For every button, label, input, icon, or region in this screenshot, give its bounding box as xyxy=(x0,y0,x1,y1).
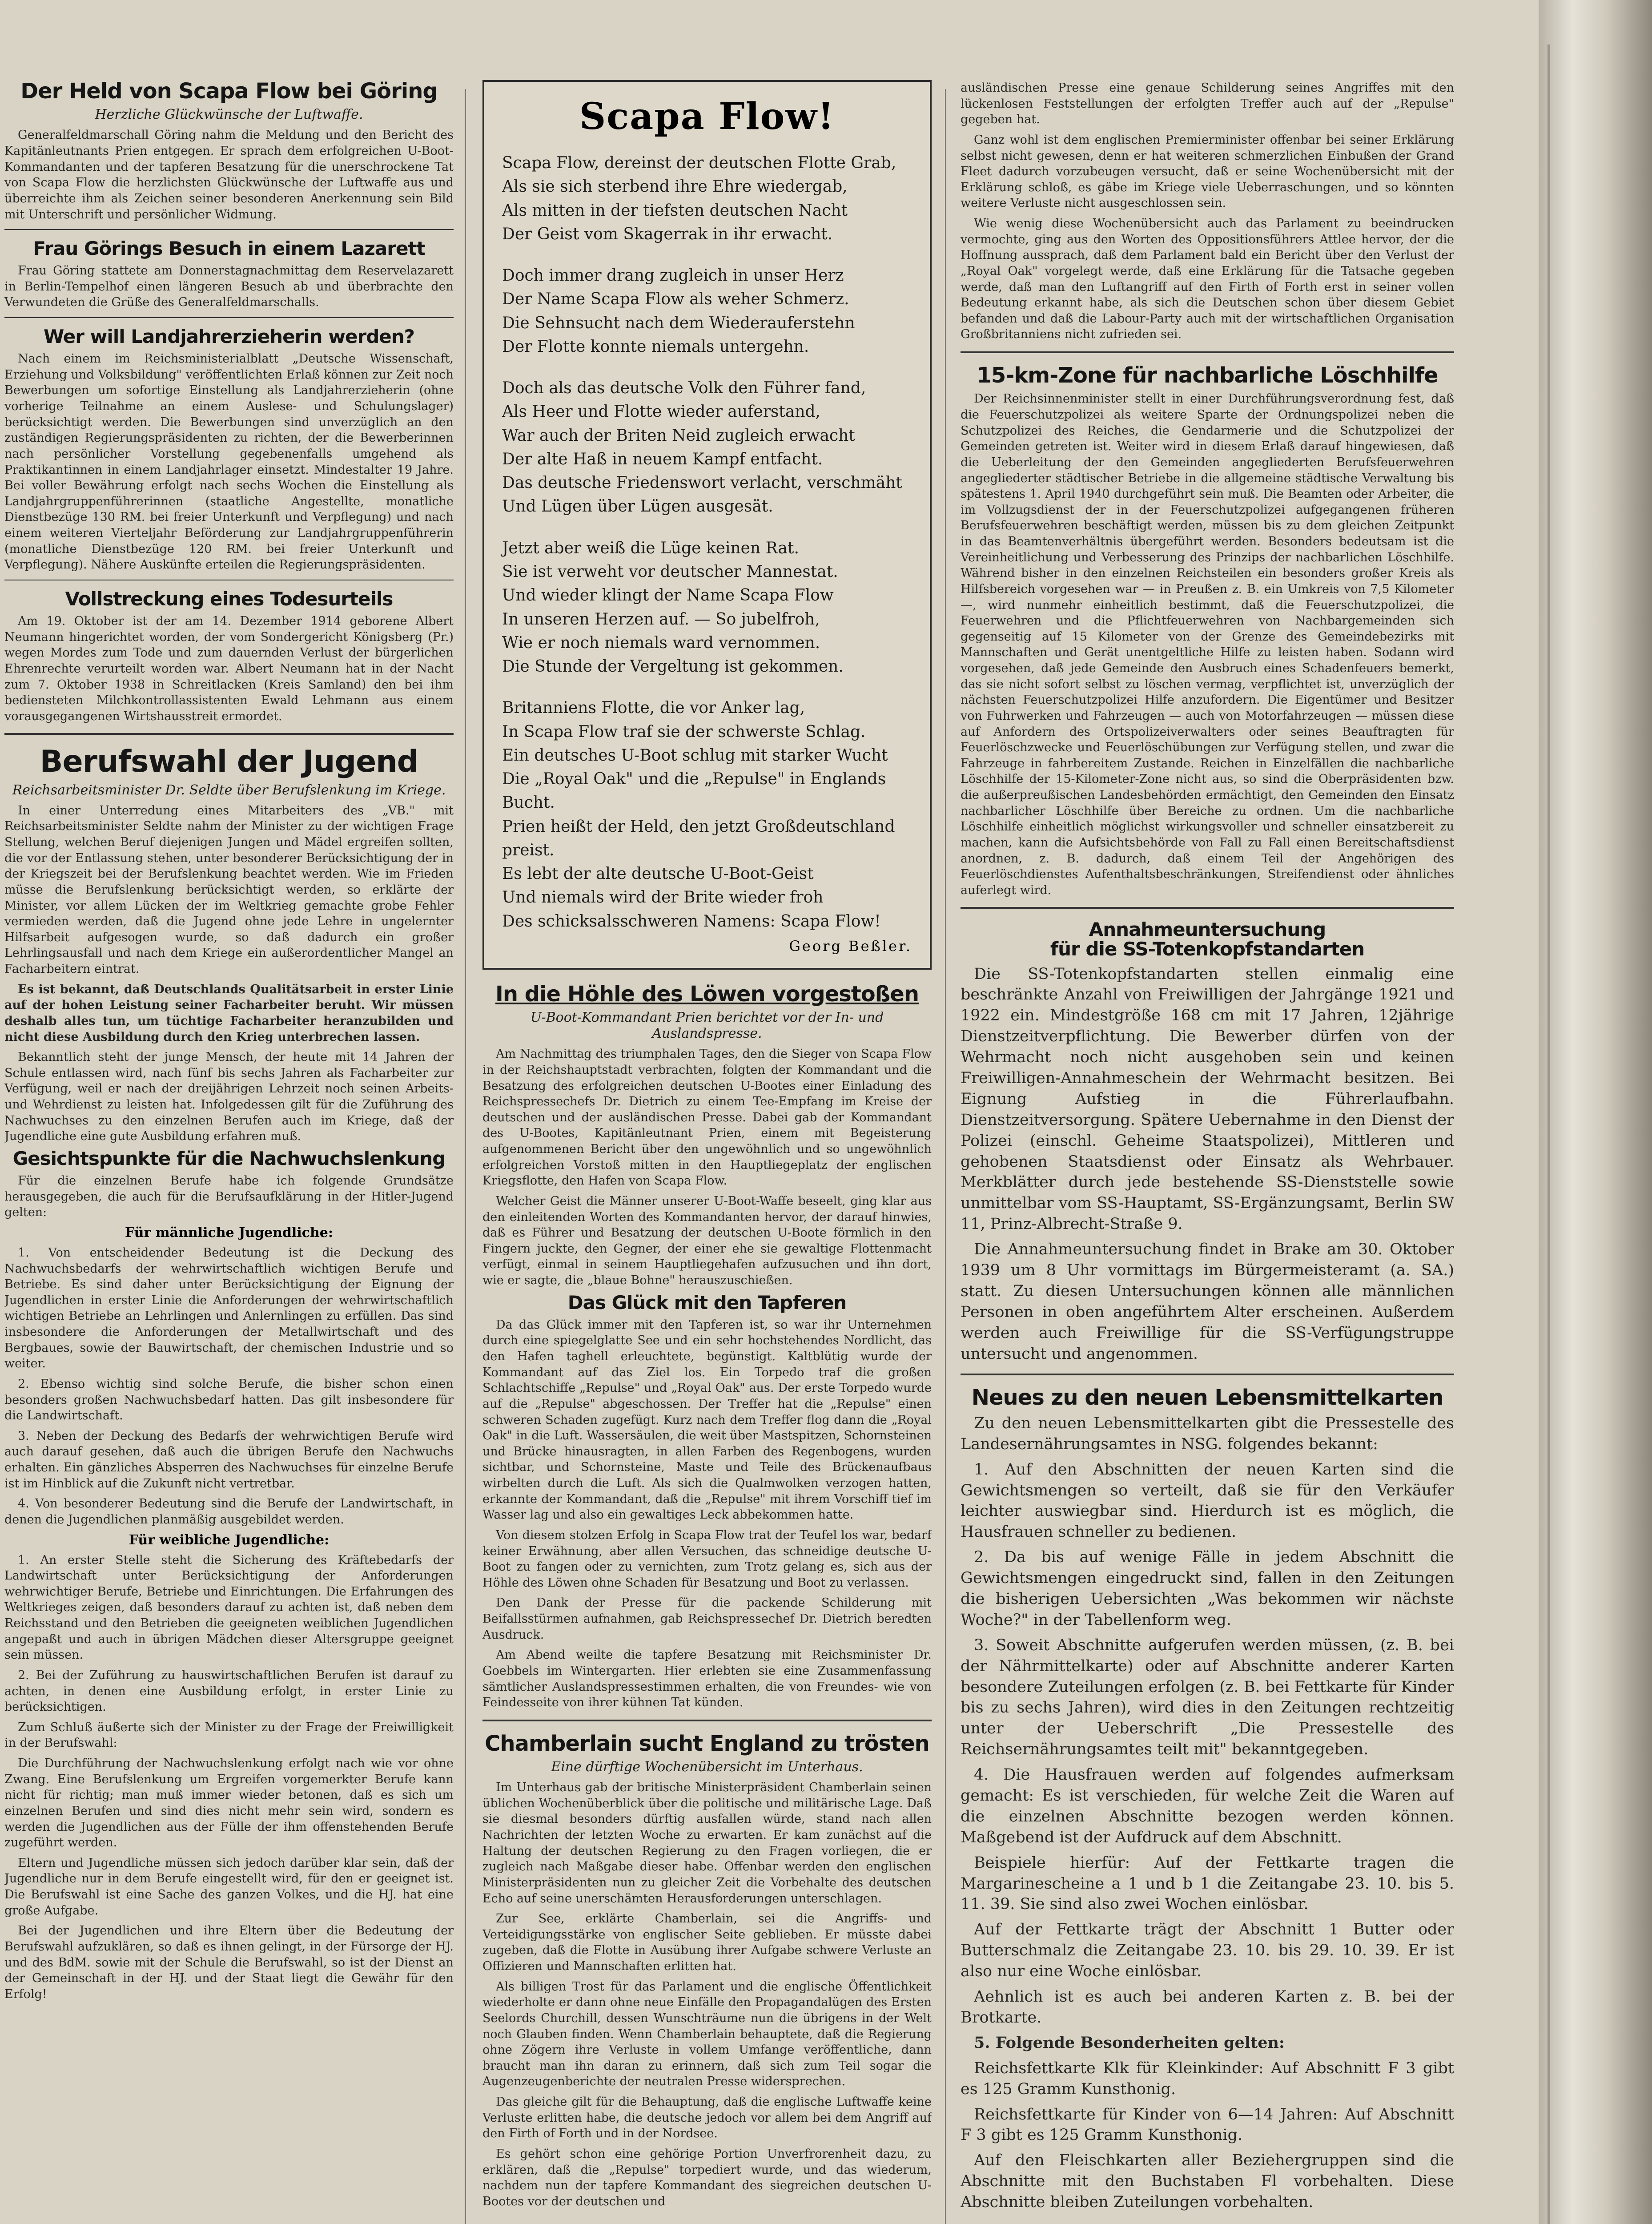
notice-text xyxy=(961,964,1454,1365)
article-paragraph: Es ist bekannt, daß Deutschlands Qualitätsarbeit in erster Linie auf der hohen Leistung seiner Facharbeiter beruht. Wir müssen deshalb alles tun, um tüchtige Facharbeiter heranzubilden und nicht diese Ausbildung durch den Krieg unterbrechen lassen. xyxy=(4,982,454,1044)
article-paragraph: Wie wenig diese Wochenübersicht auch das Parlament zu beeindrucken vermochte, ging aus den Worten des Oppositionsführers Attlee hervor, der die Hoffnung aussprach, daß dem Parlament bald ein Bericht über den Verlust der „Royal Oak" vorgelegt werde, daß eine Erklärung für die Tatsache gegeben werde, daß man den Luftangriff auf den Firth of Forth erst in seiner vollen Bedeutung erkannt habe, als sich die Deutschen schon über diesem Gebiet befanden und daß die Labour-Party auch mit der wirtschaftlichen Organisation Großbritanniens nicht zufrieden sei. xyxy=(961,217,1454,342)
column-separator xyxy=(465,89,466,2224)
poem-stanza xyxy=(502,536,912,679)
poem-line: Es lebt der alte deutsche U-Boot-Geist xyxy=(502,865,814,883)
divider xyxy=(961,351,1454,353)
article-paragraph: Da das Glück immer mit den Tapferen ist, so war ihr Unternehmen durch eine spiegelglatte See und ein sehr hochstehendes Nordlicht, das den Hafen taghell erleuchtete, begünstigt. Kaltblütig wurde der Kommandant auf das Ziel los. Ein Torpedo traf die großen Schlachtschiffe „Repulse" und „Royal Oak" aus. Der erste Torpedo wurde auf die „Repulse" abgeschossen. Der Treffer hat die „Repulse" einen schweren Schaden zugefügt. Kurz nach dem Treffer flog dann die „Royal Oak" in die Luft. Wassersäulen, die weit über Mastspitzen, Schornsteinen und Brücke hinausragten, in allen Farben des Regenbogens, wurden sichtbar, und Schornsteine, Maste und Teile des Brückenaufbaus wirbelten durch die Luft. Als sich die Qualmwolken verzogen hatten, erkannte der Kommandant, daß die „Repulse" mit ihrem Vorschiff tief im Wasser lag und also ein gewaltiges Leck abbekommen hatte. xyxy=(482,1317,932,1522)
article-paragraph: Am 19. Oktober ist der am 14. Dezember 1914 geborene Albert Neumann hingerichtet worden, der vom Sondergericht Königsberg (Pr.) wegen Mordes zum Tode und zum dauernden Verlust der bürgerlichen Ehrenrechte verurteilt worden war. Albert Neumann hat in der Nacht zum 7. Oktober 1938 in Schreitlacken (Kreis Samland) den bei ihm bediensteten Milchkontrollassistenten Ewald Lehmann aus einem vorausgegangenen Wirtshausstreit ermordet. xyxy=(4,614,454,723)
article-paragraph: Zum Schluß äußerte sich der Minister zu der Frage der Freiwilligkeit in der Berufswahl: xyxy=(4,1720,454,1750)
poem-line: Die Stunde der Vergeltung ist gekommen. xyxy=(502,657,844,676)
article-paragraph: Das gleiche gilt für die Behauptung, daß die englische Luftwaffe keine Verluste erlitten habe, die deutsche jedoch vor allem bei dem Angriff auf den Firth of Forth und in der Nordsee. xyxy=(482,2095,932,2141)
article-paragraph: Für die einzelnen Berufe habe ich folgende Grundsätze herausgegeben, die auch für die Berufsaufklärung in der Hitler-Jugend gelten: xyxy=(4,1174,454,1220)
article-paragraph: 2. Da bis auf wenige Fälle in jedem Abschnitt die Gewichtsmengen eingedruckt sind, fallen in den Zeitungen die bisherigen Uebersichten „Was bekommen wir nächste Woche?" in der Tabellenform weg. xyxy=(961,1548,1454,1629)
subheadline: U-Boot-Kommandant Prien berichtet vor der In- und Auslandspresse. xyxy=(530,1010,884,1042)
subheadline: Herzliche Glückwünsche der Luftwaffe. xyxy=(95,107,363,123)
column-middle xyxy=(482,80,932,2214)
article-paragraph: Die Durchführung der Nachwuchslenkung erfolgt nach wie vor ohne Zwang. Eine Berufslenkung um Ergreifen vorgemerkter Berufe kann nicht für richtig; man muß immer wieder betonen, daß es sich um einzelnen Berufen und sind dies nicht mehr sein wird, sondern es werden die Jugendlichen aus der Fülle der ihm offenstehenden Berufe zugeführt werden. xyxy=(4,1757,454,1850)
divider xyxy=(961,1374,1454,1375)
headline-loeschhilfe: 15-km-Zone für nachbarliche Löschhilfe xyxy=(977,363,1438,388)
poem-line: Doch immer drang zugleich in unser Herz xyxy=(502,266,844,285)
article-paragraph: Der Reichsinnenminister stellt in einer Durchführungsverordnung fest, daß die Feuerschutzpolizei als weitere Sparte der Ordnungspolizei neben die Schutzpolizei des Reiches, die Gendarmerie und die Schutzpolizei der Gemeinden getreten ist. Weiter wird in diesem Erlaß darauf hingewiesen, daß die Ueberleitung der den Gemeinden angegliederten Berufsfeuerwehren angegliederter städtischer Betriebe in die allgemeine städtische Verwaltung bis spätestens 1. April 1940 durchgeführt sein muß. Die Beamten oder Arbeiter, die im Vollzugsdienst der in der Feuerschutzpolizei aufgegangenen früheren Berufsfeuerwehren beschäftigt werden, müssen bis zu dem gleichen Zeitpunkt in das Beamtenverhältnis übergeführt werden. Besonders bedeutsam ist die Vereinheitlichung und Verbesserung des Prinzips der nachbarlichen Löschhilfe. Während bisher in den einzelnen Reichsteilen ein besonders großer Kreis als Hilfsbereich vorgesehen war — in Preußen z. B. ein Umkreis von 7,5 Kilometer —, wird nunmehr einheitlich bestimmt, daß die Feuerschutzpolizei, die Feuerwehren und die Pflichtfeuerwehren von Nachbargemeinden sich gegenseitig auf 15 Kilometer von der Grenze des Gemeindebezirks mit Mannschaften und Gerät unentgeltliche Hilfe zu leisten haben. Sodann wird vorgesehen, daß jede Gemeinde den Ausbruch eines Schadenfeuers bemerkt, das sie nicht sofort selbst zu löschen vermag, verpflichtet ist, unverzüglich der nächsten Feuerschutzpolizei Hilfe anzufordern. Die Eigentümer und Besitzer von Fuhrwerken und Fahrzeugen — auch von Motorfahrzeugen — müssen diese auf Anfordern des Ortspolizeiverwalters oder seines Beauftragten für Feuerlöschzwecke und Feuerlöschübungen zur Verfügung stellen, und zwar die Fahrzeuge in fahrbereitem Zustande. Reichen in Einzelfällen die nachbarliche Löschhilfe der 15-Kilometer-Zone nicht aus, so sind die Oberpräsidenten bzw. die außerpreußischen Landesbehörden ermächtigt, den Gemeinden den Einsatz nachbarlicher Löschhilfe über Bereiche zu ordnen. Um die nachbarliche Löschhilfe einheitlich möglichst wirkungsvoller und schneller einsatzbereit zu machen, kann die Aufsichtsbehörde von Fall zu Fall einen Bereitschaftsdienst anordnen, z. B. dadurch, daß einem Teil der Angehörigen des Feuerlöschdienstes Aufenthaltsbeschränkungen, Streifendienst oder ähnliches auferlegt wird. xyxy=(961,392,1454,897)
article-paragraph: Nach einem im Reichsministerialblatt „Deutsche Wissenschaft, Erziehung und Volksbildung" veröffentlichten Erlaß können zur Zeit noch Bewerbungen um sofortige Einstellung als Landjahrerzieherin (ohne vorherige Teilnahme an einem Auslese- und Schulungslager) berücksichtigt werden. Die Bewerbungen sind unverzüglich an den zuständigen Regierungspräsidenten zu richten, der die Bewerberinnen nach persönlicher Vorstellung gegebenenfalls umgehend als Praktikantinnen in einem Landjahrlager einsetzt. Mindestalter 19 Jahre. Bei voller Bewährung erfolgt nach sechs Wochen die Einstellung als Landjahrgruppenführerinnen (staatliche Angestellte, monatliche Dienstbezüge 130 RM. bei freier Unterkunft und Verpflegung) und nach einem weiteren Vierteljahr Beförderung zur Landjahrgruppenführerin (monatliche Dienstbezüge 120 RM. bei freier Unterkunft und Verpflegung). Nähere Auskünfte erteilen die Regierungspräsidenten. xyxy=(4,352,454,572)
article-paragraph: Am Nachmittag des triumphalen Tages, den die Sieger von Scapa Flow in der Reichshauptstadt verbrachten, folgten der Kommandant und die Besatzung des erfolgreichen deutschen U-Bootes einer Einladung des Reichspressechefs Dr. Dietrich zu einem Tee-Empfang im Kreise der deutschen und der ausländischen Presse. Dabei gab der Kommandant des U-Bootes, Kapitänleutnant Prien, einem mit Begeisterung aufgenommenen Bericht über den ungewöhnlich und so ungewöhnlich erfolgreichen Vorstoß mitten in den Hauptliegeplatz der englischen Kriegsflotte, den Hafen von Scapa Flow. xyxy=(482,1047,932,1188)
poem-line: In unseren Herzen auf. — So jubelfroh, xyxy=(502,610,820,629)
article-paragraph: Von diesem stolzen Erfolg in Scapa Flow trat der Teufel los war, bedarf keiner Erwähnung, aber allen Versuchen, das schneidige deutsche U-Boot zu fangen oder zu vernichten, zum Trotz gelang es, sich aus der Höhle des Löwen ohne Schaden für Besatzung und Boot zu verlassen. xyxy=(482,1528,932,1590)
headline-todesurteil: Vollstreckung eines Todesurteils xyxy=(65,588,393,610)
article-paragraph: 2. Ebenso wichtig sind solche Berufe, die bisher schon einen besonders großen Nachwuchsbedarf hatten. Das gilt insbesondere für die Landwirtschaft. xyxy=(4,1377,454,1423)
poem-line: Sie ist verweht vor deutscher Mannestat. xyxy=(502,562,838,581)
article-paragraph: Die Annahmeuntersuchung findet in Brake am 30. Oktober 1939 um 8 Uhr vormittags im Bürgermeisteramt (a. SA.) statt. Zu diesen Untersuchungen können alle männlichen Personen in oben angeführtem Alter erscheinen. Außerdem werden auch Freiwillige für die SS-Verfügungstruppe untersucht und angenommen. xyxy=(961,1241,1454,1363)
poem-stanza xyxy=(502,696,912,933)
article-paragraph: Ganz wohl ist dem englischen Premierminister offenbar bei seiner Erklärung selbst nicht gewesen, denn er hat weiteren schmerzlichen Einbußen der Grand Fleet dadurch vorzubeugen versucht, daß er seine Wochenübersicht mit der Erklärung schloß, es gäbe im Kriege viele Ueberraschungen, und so könnten weitere Verluste nicht ausgeschlossen sein. xyxy=(961,133,1454,210)
section-label: Für weibliche Jugendliche: xyxy=(129,1532,330,1548)
headline-nachwuchs: Gesichtspunkte für die Nachwuchslenkung xyxy=(12,1147,446,1169)
poem-line: Britanniens Flotte, die vor Anker lag, xyxy=(502,699,805,717)
article-paragraph: 1. Von entscheidender Bedeutung ist die Deckung des Nachwuchsbedarfs der wehrwirtschaftlich wichtigen Berufe und Betriebe. Es sind daher unter Berücksichtigung der Eignung der Jugendlichen in erster Linie die Anforderungen der wehrwirtschaftlich wichtigen Betriebe an Lehrlingen und Anlernlingen zu erfüllen. Das sind insbesondere die Anforderungen der Metallwirtschaft und des Bergbaues, sowie der Bauwirtschaft, der chemischen Industrie und so weiter. xyxy=(4,1245,454,1371)
article-paragraph: 4. Die Hausfrauen werden auf folgendes aufmerksam gemacht: Es ist verschieden, für welche Zeit die Waren auf die einzelnen Abschnitte bezogen werden können. Maßgebend ist der Aufdruck auf dem Abschnitt. xyxy=(961,1766,1454,1846)
article-paragraph: Generalfeldmarschall Göring nahm die Meldung und den Bericht des Kapitänleutnants Prien entgegen. Er sprach dem erfolgreichen U-Boot-Kommandanten und der tapferen Besatzung für die unerschrockene Tat von Scapa Flow die herzlichsten Glückwünsche der Luftwaffe aus und überreichte ihm als Zeichen seiner besonderen Anerkennung sein Bild mit Unterschrift und persönlicher Widmung. xyxy=(4,128,454,222)
poem-stanza xyxy=(502,151,912,246)
divider xyxy=(482,1720,932,1721)
column-left xyxy=(4,80,454,2006)
poem-stanza xyxy=(502,376,912,519)
poem-line: Und wieder klingt der Name Scapa Flow xyxy=(502,586,834,605)
article-paragraph: 1. Auf den Abschnitten der neuen Karten sind die Gewichtsmengen so verteilt, daß sie für den Verkäufer leichter auswiegbar sind. Hierdurch ist es möglich, die Hausfrauen schneller zu bedienen. xyxy=(961,1460,1454,1541)
poem-line: War auch der Briten Neid zugleich erwacht xyxy=(502,426,855,445)
headline-chamberlain: Chamberlain sucht England zu trösten xyxy=(485,1731,929,1756)
article-paragraph: 3. Soweit Abschnitte aufgerufen werden müssen, (z. B. bei der Nährmittelkarte) oder auf Abschnitte anderer Karten besondere Zuteilungen erfolgen (z. B. bei Fettkarte für Kinder bis zu sechs Jahren), wird dies in den Zeitungen rechtzeitig unter der Ueberschrift „Die Pressestelle des Reichsernährungsamtes teilt mit" bekanntgegeben. xyxy=(961,1636,1454,1759)
article-paragraph: ausländischen Presse eine genaue Schilderung seines Angriffes mit den lückenlosen Feststellungen der erfolgten Treffer auch auf der „Repulse" gegeben hat. xyxy=(961,81,1454,127)
article-paragraph: Als billigen Trost für das Parlament und die englische Öffentlichkeit wiederholte er dann ohne neue Einfälle den Propagandalügen des Ersten Seelords Churchill, dessen Wunschträume nun die übrigens in der Welt noch Glauben finden. Wenn Chamberlain behauptete, daß die Regierung ohne Zögern ihre Verluste in vollem Umfange veröffentliche, dann braucht man ihn daran zu erinnern, daß sich zum Teil sogar die Augenzeugenberichte der neutralen Presse widersprechen. xyxy=(482,1979,932,2089)
poem-line: Die „Royal Oak" und die „Repulse" in Englands Bucht. xyxy=(502,770,886,812)
article-paragraph: 2. Bei der Zuführung zu hauswirtschaftlichen Berufen ist darauf zu achten, in denen eine Ausbildung erfolgt, in erster Linie zu berücksichtigen. xyxy=(4,1668,454,1714)
article-paragraph: Im Unterhaus gab der britische Ministerpräsident Chamberlain seinen üblichen Wochenüberblick über die politische und militärische Lage. Daß sie diesmal besonders dürftig ausfallen würde, stand nach allen Nachrichten der letzten Woche zu erwarten. Er kam zunächst auf die Haltung der deutschen Regierung zu den Fragen vorliegen, die er zugleich nach Maßgabe dieser habe. Offenbar werden den englischen Ministerpräsidenten nun zu gleicher Zeit die Vorbehalte des deutschen Echo auf seine unerschämten Herausforderungen unterschlagen. xyxy=(482,1781,932,1906)
article-paragraph: Bei der Jugendlichen und ihre Eltern über die Bedeutung der Berufswahl aufzuklären, so daß es ihnen gelingt, in der Fürsorge der HJ. und des BdM. sowie mit der Schule die Berufswahl, so ist der Dienst an der Gemeinschaft in der HJ. und der Staat liegt die Gewähr für den Erfolg! xyxy=(4,1924,454,2001)
article-paragraph: Auf den Fleischkarten aller Beziehergruppen sind die Abschnitte mit den Buchstaben Fl vorbehalten. Diese Abschnitte bleiben Zuteilungen vorbehalten. xyxy=(961,2151,1454,2212)
article-paragraph: Zu den neuen Lebensmittelkarten gibt die Pressestelle des Landesernährungsamtes in NSG. folgendes bekannt: xyxy=(961,1414,1454,1453)
poem-line: Und Lügen über Lügen ausgesät. xyxy=(502,497,773,516)
headline-lebensmittelkarten: Neues zu den neuen Lebensmittelkarten xyxy=(971,1385,1443,1410)
poem-stanza xyxy=(502,264,912,359)
article-paragraph: Am Abend weilte die tapfere Besatzung mit Reichsminister Dr. Goebbels im Wintergarten. Hier erlebten sie eine Zusammenfassung sämtlicher Auslandspressestimmen erhalten, die von Freundes- wie von Feindesseite von ihrer kühnen Tat künden. xyxy=(482,1648,932,1710)
article-paragraph: Reichsfettkarte Klk für Kleinkinder: Auf Abschnitt F 3 gibt es 125 Gramm Kunsthonig. xyxy=(961,2059,1454,2098)
column-right xyxy=(961,80,1454,2217)
poem-line: Des schicksalsschweren Namens: Scapa Flow! xyxy=(502,912,881,931)
subheadline: Reichsarbeitsminister Dr. Seldte über Berufslenkung im Kriege. xyxy=(12,782,446,798)
article-paragraph: Zur See, erklärte Chamberlain, sei die Angriffs- und Verteidigungsstärke von englischer Seite geblieben. Er müsste dabei zugeben, daß die Flotte in Ausübung ihrer Aufgabe schwere Verluste an Offizieren und Mannschaften erlitten hat. xyxy=(482,1912,932,1974)
article-paragraph: Es gehört schon eine gehörige Portion Unverfrorenheit dazu, zu erklären, daß die „Repulse" torpediert wurde, und das wiederum, nachdem nun der tapfere Kommandant des siegreichen deutschen U-Bootes vor der deutschen und xyxy=(482,2147,932,2208)
poem-line: Wie er noch niemals ward vernommen. xyxy=(502,633,820,652)
poem-line: Das deutsche Friedenswort verlacht, verschmäht xyxy=(502,474,902,492)
poem-author: Georg Beßler. xyxy=(789,937,912,955)
divider xyxy=(4,317,454,318)
subheadline: Eine dürftige Wochenübersicht im Unterhaus. xyxy=(551,1759,863,1775)
article-paragraph: Beispiele hierfür: Auf der Fettkarte tragen die Margarinescheine a 1 und b 1 die Zeitangabe 23. 10. bis 5. 11. 39. Sie sind also zwei Wochen einlösbar. xyxy=(961,1853,1454,1914)
poem-line: Und niemals wird der Brite wieder froh xyxy=(502,888,824,907)
article-paragraph: Welcher Geist die Männer unserer U-Boot-Waffe beseelt, ging klar aus den einleitenden Worten des Kommandanten hervor, der darauf hinwies, daß es Führer und Besatzung der deutschen U-Boote förmlich in den Fingern juckte, den Gegner, der einer ehe sie gewaltige Flottenmacht verfügt, einmal in seinem Hauptliegehafen aufzusuchen und ihn dort, wie er sagte, die „blaue Bohne" herauszuschießen. xyxy=(482,1194,932,1288)
poem-line: Als mitten in der tiefsten deutschen Nacht xyxy=(502,201,848,220)
article-paragraph: 4. Von besonderer Bedeutung sind die Berufe der Landwirtschaft, in denen die Jugendlichen planmäßig ausgebildet werden. xyxy=(4,1497,454,1527)
article-paragraph: 5. Folgende Besonderheiten gelten: xyxy=(974,2033,1285,2052)
article-paragraph: 1. An erster Stelle steht die Sicherung des Kräftebedarfs der Landwirtschaft unter Berücksichtigung der Anforderungen wehrwichtiger Berufe, Betriebe und Einrichtungen. Die Erfahrungen des Weltkrieges zeigen, daß besonders darauf zu achten ist, daß neben dem Reichsstand und den Betrieben die geeigneten weiblichen Jugendlichen angepaßt und auch in übrigen Mädchen dieser Altersgruppe geeignet sein müssen. xyxy=(4,1553,454,1662)
poem-line: Als Heer und Flotte wieder auferstand, xyxy=(502,403,820,421)
poem-line: Die Sehnsucht nach dem Wiederauferstehn xyxy=(502,314,855,332)
headline-totenkopf: für die SS-Totenkopfstandarten xyxy=(1050,938,1365,960)
poem-line: In Scapa Flow traf sie der schwerste Schlag. xyxy=(502,722,866,741)
column-separator xyxy=(945,89,946,2224)
headline-berufswahl: Berufswahl der Jugend xyxy=(40,744,418,780)
article-paragraph: 3. Neben der Deckung des Bedarfs der wehrwichtigen Berufe wird auch darauf gesehen, daß auch die übrigen Berufe den Nachwuchs erhalten. Ein gänzliches Absperren des Nachwuchses für einzelne Berufe ist im Hinblick auf die Zukunft nicht vertretbar. xyxy=(4,1429,454,1491)
article-paragraph: In einer Unterredung eines Mitarbeiters des „VB." mit Reichsarbeitsminister Seldte nahm der Minister zu der wichtigen Frage Stellung, welchen Beruf diejenigen Jungen und Mädel ergreifen sollten, die vor der Entlassung stehen, unter besonderer Berücksichtigung der in der Kriegszeit bei der Berufslenkung beachtet werden. Wie im Frieden müsse die Berufslenkung berücksichtigt werden, so erklärte der Minister, vor allem Lücken der im Weltkrieg gemachte grobe Fehler vermieden werden, daß die Jugend ohne jede Lehre in ungelernter Hilfsarbeit aufgesogen wurde, so daß dadurch ein großer Lehrlingsausfall und nach dem Kriege ein außerordentlicher Mangel an Facharbeitern eintrat. xyxy=(4,803,454,976)
article-paragraph: Aehnlich ist es auch bei anderen Karten z. B. bei der Brotkarte. xyxy=(961,1988,1454,2027)
page-edge xyxy=(1539,0,1652,2224)
article-paragraph: Den Dank der Presse für die packende Schilderung mit Beifallsstürmen aufnahmen, gab Reichspressechef Dr. Dietrich beredten Ausdruck. xyxy=(482,1596,932,1642)
article-paragraph: Eltern und Jugendliche müssen sich jedoch darüber klar sein, daß der Jugendliche nur in dem Berufe eingestellt wird, für den er geeignet ist. Die Berufswahl ist eine Sache des ganzen Volkes, und die HJ. hat eine große Aufgabe. xyxy=(4,1856,454,1918)
headline-glueck: Das Glück mit den Tapferen xyxy=(567,1291,847,1313)
poem-line: Doch als das deutsche Volk den Führer fand, xyxy=(502,379,866,398)
poem-line: Prien heißt der Held, den jetzt Großdeutschland preist. xyxy=(502,817,895,859)
headline-landjahr: Wer will Landjahrerzieherin werden? xyxy=(43,326,415,348)
poem-line: Der Geist vom Skagerrak in ihr erwacht. xyxy=(502,225,833,243)
poem-line: Der Flotte konnte niemals untergehn. xyxy=(502,337,809,356)
article-paragraph: Frau Göring stattete am Donnerstagnachmittag dem Reservelazarett in Berlin-Tempelhof einen längeren Besuch ab und überbrachte den Verwundeten die Grüße des Generalfeldmarschalls. xyxy=(4,264,454,310)
poem-line: Jetzt aber weiß die Lüge keinen Rat. xyxy=(502,539,799,557)
poem-line: Der Name Scapa Flow als weher Schmerz. xyxy=(502,290,849,309)
article-paragraph: Bekanntlich steht der junge Mensch, der heute mit 14 Jahren der Schule entlassen wird, nach fünf bis sechs Jahren als Facharbeiter zur Verfügung, weil er nach der dreijährigen Lehrzeit noch seinen Arbeits- und Wehrdienst zu leisten hat. Infolgedessen gilt für die Zuführung des Nachwuchses zu den einzelnen Berufen auch im Kriege, daß der Jugendliche eine gute Ausbildung erfahren muß. xyxy=(4,1050,454,1144)
article-paragraph: Die SS-Totenkopfstandarten stellen einmalig eine beschränkte Anzahl von Freiwilligen der Jahrgänge 1921 und 1922 ein. Mindestgröße 168 cm mit 17 Jahren, 12jährige Dienstzeitverpflichtung. Die Bewerber dürfen von der Wehrmacht noch nicht ausgehoben sein und keinen Freiwilligen-Annahmeschein der Wehrmacht besitzen. Bei Eignung Aufstieg in die Führerlaufbahn. Dienstzeitversorgung. Spätere Uebernahme in den Dienst der Polizei (einschl. Geheime Staatspolizei), Mittleren und gehobenen Staatsdienst oder Einsatz als Wehrbauer. Merkblätter durch jede bestehende SS-Dienststelle sowie unmittelbar vom SS-Hauptamt, SS-Ergänzungsamt, Berlin SW 11, Prinz-Albrecht-Straße 9. xyxy=(961,965,1454,1233)
divider xyxy=(4,229,454,230)
notice-text xyxy=(961,1413,1454,2213)
poem-line: Der alte Haß in neuem Kampf entfacht. xyxy=(502,450,823,468)
headline-lazarett: Frau Görings Besuch in einem Lazarett xyxy=(33,238,425,260)
headline-annahme: Annahmeuntersuchung xyxy=(1089,919,1326,941)
divider xyxy=(4,733,454,735)
article-paragraph: Reichsfettkarte für Kinder von 6—14 Jahren: Auf Abschnitt F 3 gibt es 125 Gramm Kunsthonig. xyxy=(961,2105,1454,2144)
poem-line: Ein deutsches U-Boot schlug mit starker Wucht xyxy=(502,746,888,765)
article-paragraph: Auf der Fettkarte trägt der Abschnitt 1 Butter oder Butterschmalz die Zeitangabe 23. 10. bis 29. 10. 39. Er ist also nur eine Woche einlösbar. xyxy=(961,1921,1454,1981)
section-label: Für männliche Jugendliche: xyxy=(125,1225,333,1241)
poem-line: Als sie sich sterbend ihre Ehre wiedergab, xyxy=(502,177,848,196)
poem-line: Scapa Flow, dereinst der deutschen Flotte Grab, xyxy=(502,154,896,172)
poem-box xyxy=(482,80,932,970)
headline-hoehle: In die Höhle des Löwen vorgestoßen xyxy=(495,981,919,1007)
divider xyxy=(961,907,1454,909)
headline-goering: Der Held von Scapa Flow bei Göring xyxy=(20,80,438,104)
poem-title: Scapa Flow! xyxy=(579,95,835,138)
